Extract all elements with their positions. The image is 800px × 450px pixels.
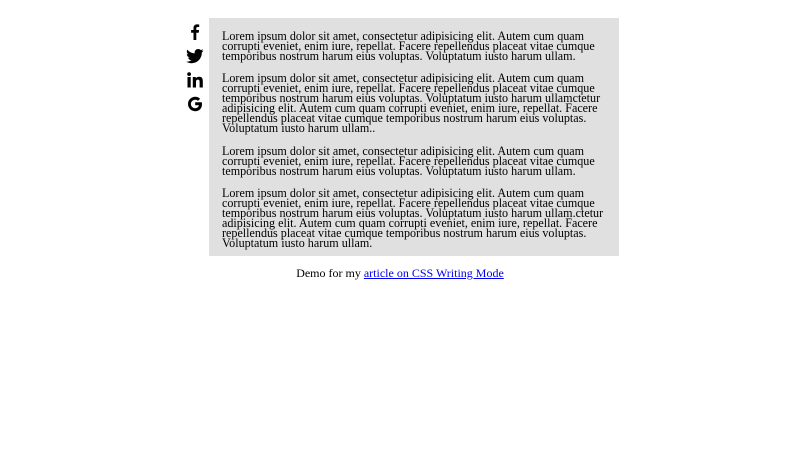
article-paragraph: Lorem ipsum dolor sit amet, consectetur adipisicing elit. Autem cum quam corrupti eveniet, enim iure, repellat. Facere repellendus placeat vitae cumque temporibus nostrum harum eius voluptas. Voluptatum iusto harum ullamctetur adipisicing elit. Autem cum quam corrupti eveniet, enim iure, repellat. Facere repellendus placeat vitae cumque temporibus nostrum harum eius voluptas. Voluptatum iusto harum ullam.. — [222, 71, 601, 136]
article-link[interactable]: article on CSS Writing Mode — [363, 266, 504, 280]
linkedin-icon[interactable] — [185, 70, 205, 90]
article-paragraph: Lorem ipsum dolor sit amet, consectetur adipisicing elit. Autem cum quam corrupti eveniet, enim iure, repellat. Facere repellendus placeat vitae cumque temporibus nostrum harum eius voluptas. Voluptatum iusto harum ullam. — [222, 143, 595, 178]
social-share-bar — [185, 22, 205, 118]
article-content — [209, 18, 619, 256]
footer-prefix: Demo for my — [296, 266, 364, 280]
demo-footer — [0, 267, 800, 279]
facebook-icon[interactable] — [185, 22, 205, 42]
google-icon[interactable] — [185, 94, 205, 114]
article-paragraph: Lorem ipsum dolor sit amet, consectetur adipisicing elit. Autem cum quam corrupti eveniet, enim iure, repellat. Facere repellendus placeat vitae cumque temporibus nostrum harum eius voluptas. Voluptatum iusto harum ullam.ctetur adipisicing elit. Autem cum quam corrupti eveniet, enim iure, repellat. Facere repellendus placeat vitae cumque temporibus nostrum harum eius voluptas. Voluptatum iusto harum ullam. — [222, 186, 604, 251]
twitter-icon[interactable] — [185, 46, 205, 66]
article-paragraph: Lorem ipsum dolor sit amet, consectetur adipisicing elit. Autem cum quam corrupti eveniet, enim iure, repellat. Facere repellendus placeat vitae cumque temporibus nostrum harum eius voluptas. Voluptatum iusto harum ullam. — [222, 29, 595, 63]
